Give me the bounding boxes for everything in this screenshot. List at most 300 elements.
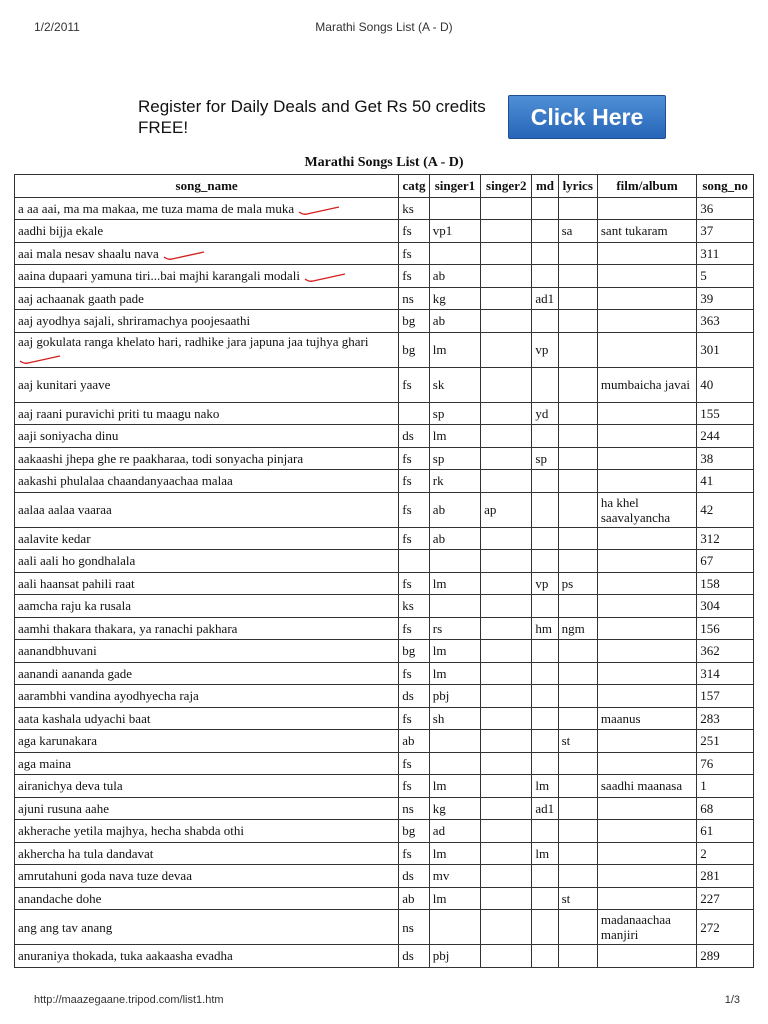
table-cell — [597, 887, 696, 910]
cell-text: aai mala nesav shaalu nava — [18, 245, 159, 261]
list-title: Marathi Songs List (A - D) — [304, 155, 464, 170]
table-cell — [399, 492, 430, 527]
table-cell — [532, 945, 558, 968]
cell-text: sp — [432, 450, 445, 466]
table-cell — [481, 595, 532, 618]
table-cell — [399, 310, 430, 333]
table-cell — [399, 707, 430, 730]
table-cell — [399, 865, 430, 888]
cell-text: fs — [402, 620, 412, 636]
table-row — [15, 752, 754, 775]
cell-text: aaj kunitari yaave — [18, 377, 111, 392]
table-cell — [697, 797, 754, 820]
print-title: Marathi Songs List (A - D) — [315, 20, 453, 34]
table-cell — [429, 685, 480, 708]
table-row — [15, 265, 754, 288]
cell-text: aali haansat pahili raat — [18, 575, 135, 591]
table-cell — [15, 595, 399, 618]
table-cell — [481, 640, 532, 663]
table-cell — [697, 332, 754, 367]
cell-text: amrutahuni goda nava tuze devaa — [18, 868, 192, 884]
table-cell — [558, 265, 597, 288]
cell-text: fs — [402, 377, 412, 392]
table-cell — [399, 820, 430, 843]
table-cell — [399, 242, 430, 265]
cell-text: aaji soniyacha dinu — [18, 428, 119, 444]
table-cell — [697, 367, 754, 402]
table-cell — [697, 842, 754, 865]
cell-text: ab — [432, 268, 446, 284]
table-cell — [481, 367, 532, 402]
table-cell — [597, 492, 696, 527]
table-cell — [597, 775, 696, 798]
table-row — [15, 887, 754, 910]
table-row — [15, 910, 754, 945]
cell-text: aaj gokulata ranga khelato hari, radhike jara japuna jaa tujhya ghari — [18, 334, 369, 350]
table-cell — [558, 447, 597, 470]
table-cell — [558, 797, 597, 820]
table-cell — [399, 662, 430, 685]
cell-text: 42 — [700, 502, 714, 517]
table-row — [15, 367, 754, 402]
cell-text: ab — [432, 530, 446, 546]
table-row — [15, 447, 754, 470]
table-cell — [481, 617, 532, 640]
table-cell — [429, 945, 480, 968]
column-header: singer2 — [481, 175, 532, 198]
cell-text: 158 — [700, 575, 720, 591]
cell-text: ns — [402, 290, 414, 306]
table-cell — [429, 447, 480, 470]
table-cell — [15, 332, 399, 367]
table-row — [15, 945, 754, 968]
table-cell — [481, 220, 532, 243]
page-number: 1/3 — [724, 994, 740, 1006]
table-cell — [697, 287, 754, 310]
table-cell — [481, 685, 532, 708]
cell-text: 304 — [700, 598, 720, 614]
table-cell — [558, 242, 597, 265]
table-cell — [481, 572, 532, 595]
cell-text: ds — [402, 948, 414, 964]
pen-mark-icon — [297, 204, 341, 216]
table-cell — [597, 752, 696, 775]
table-cell — [532, 707, 558, 730]
table-cell — [558, 367, 597, 402]
table-cell — [399, 220, 430, 243]
table-cell — [481, 332, 532, 367]
table-cell — [697, 220, 754, 243]
table-cell — [429, 402, 480, 425]
cell-text: sa — [561, 223, 573, 239]
table-cell — [15, 617, 399, 640]
table-cell — [481, 752, 532, 775]
table-cell — [697, 685, 754, 708]
cell-text: 5 — [700, 268, 707, 284]
cell-text: 61 — [700, 823, 714, 839]
table-cell — [429, 887, 480, 910]
table-cell — [399, 945, 430, 968]
cell-text: 76 — [700, 755, 714, 771]
table-cell — [697, 887, 754, 910]
cell-text: ang ang tav anang — [18, 919, 113, 935]
table-cell — [532, 662, 558, 685]
cell-text: 227 — [700, 890, 720, 906]
table-cell — [429, 197, 480, 220]
table-cell — [532, 617, 558, 640]
table-cell — [558, 887, 597, 910]
cell-text: pbj — [432, 688, 450, 704]
cell-text: aga karunakara — [18, 733, 98, 749]
table-cell — [597, 550, 696, 573]
table-cell — [697, 752, 754, 775]
cell-text: aamcha raju ka rusala — [18, 598, 131, 614]
table-cell — [481, 865, 532, 888]
table-cell — [481, 242, 532, 265]
cell-text: ks — [402, 598, 414, 614]
cell-text: 68 — [700, 800, 714, 816]
pen-mark-icon — [162, 249, 206, 261]
column-header: catg — [399, 175, 430, 198]
cell-text: ns — [402, 919, 414, 935]
table-cell — [429, 492, 480, 527]
table-cell — [532, 265, 558, 288]
cell-text: aakashi phulalaa chaandanyaachaa malaa — [18, 473, 233, 489]
table-cell — [399, 752, 430, 775]
cell-text: aarambhi vandina ayodhyecha raja — [18, 688, 199, 704]
table-cell — [697, 265, 754, 288]
click-here-button[interactable]: Click Here — [508, 95, 666, 139]
table-cell — [15, 402, 399, 425]
table-cell — [15, 730, 399, 753]
cell-text: ab — [432, 502, 446, 517]
table-cell — [481, 402, 532, 425]
table-cell — [399, 527, 430, 550]
table-cell — [429, 470, 480, 493]
table-cell — [399, 402, 430, 425]
table-cell — [532, 527, 558, 550]
cell-text: 272 — [700, 919, 720, 935]
table-cell — [697, 820, 754, 843]
table-cell — [697, 447, 754, 470]
table-cell — [597, 595, 696, 618]
table-cell — [532, 332, 558, 367]
table-cell — [558, 492, 597, 527]
cell-text: lm — [535, 778, 550, 794]
table-cell — [15, 865, 399, 888]
footer-url: http://maazegaane.tripod.com/list1.htm — [34, 994, 224, 1006]
cell-text: st — [561, 733, 571, 749]
cell-text: anandache dohe — [18, 890, 102, 906]
table-cell — [429, 707, 480, 730]
cell-text: aalaa aalaa vaaraa — [18, 502, 112, 517]
cell-text: maanus — [600, 710, 641, 726]
cell-text: ngm — [561, 620, 585, 636]
table-row — [15, 820, 754, 843]
table-cell — [15, 662, 399, 685]
table-cell — [429, 527, 480, 550]
table-cell — [597, 242, 696, 265]
cell-text: fs — [402, 665, 412, 681]
table-cell — [697, 425, 754, 448]
table-cell — [558, 287, 597, 310]
table-cell — [399, 425, 430, 448]
table-cell — [481, 550, 532, 573]
table-cell — [558, 707, 597, 730]
table-row — [15, 572, 754, 595]
cell-text: vp — [535, 342, 549, 357]
table-cell — [15, 310, 399, 333]
table-cell — [558, 662, 597, 685]
table-cell — [532, 447, 558, 470]
table-row — [15, 310, 754, 333]
table-cell — [597, 820, 696, 843]
table-cell — [15, 527, 399, 550]
cell-text: 39 — [700, 290, 714, 306]
cell-text: lm — [432, 428, 447, 444]
table-cell — [597, 527, 696, 550]
table-cell — [697, 197, 754, 220]
column-header: lyrics — [558, 175, 597, 198]
table-cell — [532, 685, 558, 708]
table-cell — [399, 572, 430, 595]
table-cell — [532, 775, 558, 798]
table-cell — [481, 842, 532, 865]
cell-text: ab — [432, 313, 446, 329]
table-cell — [429, 842, 480, 865]
table-cell — [558, 572, 597, 595]
table-cell — [558, 640, 597, 663]
table-cell — [399, 685, 430, 708]
table-cell — [15, 197, 399, 220]
table-cell — [558, 617, 597, 640]
table-cell — [481, 797, 532, 820]
table-cell — [597, 425, 696, 448]
table-cell — [697, 617, 754, 640]
table-row — [15, 640, 754, 663]
table-cell — [399, 265, 430, 288]
table-cell — [15, 887, 399, 910]
table-cell — [597, 447, 696, 470]
cell-text: a aa aai, ma ma makaa, me tuza mama de mala muka — [18, 200, 295, 216]
table-cell — [558, 595, 597, 618]
table-cell — [558, 685, 597, 708]
table-cell — [399, 367, 430, 402]
table-cell — [15, 775, 399, 798]
table-cell — [697, 402, 754, 425]
table-cell — [399, 470, 430, 493]
table-cell — [399, 887, 430, 910]
table-cell — [429, 865, 480, 888]
cell-text: ds — [402, 688, 414, 704]
table-cell — [481, 470, 532, 493]
cell-text: vp1 — [432, 223, 453, 239]
cell-text: fs — [402, 778, 412, 794]
cell-text: ha khel saavalyancha — [600, 494, 671, 525]
table-cell — [15, 220, 399, 243]
cell-text: 244 — [700, 428, 720, 444]
table-cell — [481, 527, 532, 550]
cell-text: aanandi aananda gade — [18, 665, 133, 681]
table-cell — [399, 550, 430, 573]
cell-text: 301 — [700, 342, 720, 357]
cell-text: rs — [432, 620, 443, 636]
table-cell — [558, 220, 597, 243]
cell-text: fs — [402, 268, 412, 284]
cell-text: 1 — [700, 778, 707, 794]
table-cell — [558, 425, 597, 448]
table-cell — [532, 367, 558, 402]
table-row — [15, 730, 754, 753]
table-cell — [481, 265, 532, 288]
cell-text: saadhi maanasa — [600, 778, 683, 794]
table-row — [15, 685, 754, 708]
table-cell — [15, 707, 399, 730]
table-cell — [597, 310, 696, 333]
table-cell — [597, 910, 696, 945]
table-cell — [429, 797, 480, 820]
table-cell — [532, 310, 558, 333]
cell-text: ajuni rusuna aahe — [18, 800, 109, 816]
cell-text: ad1 — [535, 800, 555, 816]
cell-text: lm — [535, 845, 550, 861]
cell-text: 2 — [700, 845, 707, 861]
table-cell — [558, 197, 597, 220]
table-cell — [15, 910, 399, 945]
table-cell — [532, 865, 558, 888]
table-cell — [597, 797, 696, 820]
table-row — [15, 662, 754, 685]
table-cell — [15, 550, 399, 573]
cell-text: lm — [432, 665, 447, 681]
table-cell — [399, 730, 430, 753]
table-cell — [597, 287, 696, 310]
cell-text: ps — [561, 575, 574, 591]
table-cell — [532, 492, 558, 527]
table-cell — [597, 640, 696, 663]
cell-text: fs — [402, 473, 412, 489]
table-cell — [429, 775, 480, 798]
table-cell — [532, 220, 558, 243]
table-cell — [558, 910, 597, 945]
table-cell — [597, 265, 696, 288]
cell-text: fs — [402, 223, 412, 239]
table-row — [15, 550, 754, 573]
table-cell — [697, 945, 754, 968]
table-cell — [532, 402, 558, 425]
table-header-row — [15, 175, 754, 198]
cell-text: fs — [402, 575, 412, 591]
table-row — [15, 842, 754, 865]
cell-text: sp — [432, 405, 445, 421]
table-cell — [481, 730, 532, 753]
cell-text: fs — [402, 245, 412, 261]
cell-text: mumbaicha javai — [600, 377, 691, 392]
cell-text: lm — [432, 890, 447, 906]
cell-text: ns — [402, 800, 414, 816]
cell-text: 156 — [700, 620, 720, 636]
table-cell — [597, 402, 696, 425]
table-cell — [481, 287, 532, 310]
table-cell — [597, 367, 696, 402]
cell-text: 281 — [700, 868, 720, 884]
cell-text: ks — [402, 200, 414, 216]
table-cell — [697, 527, 754, 550]
table-row — [15, 707, 754, 730]
table-cell — [481, 820, 532, 843]
table-row — [15, 287, 754, 310]
table-cell — [429, 640, 480, 663]
cell-text: aanandbhuvani — [18, 643, 97, 659]
table-cell — [481, 707, 532, 730]
table-cell — [697, 242, 754, 265]
table-cell — [697, 910, 754, 945]
table-cell — [429, 617, 480, 640]
cell-text: sp — [535, 450, 547, 466]
table-cell — [429, 287, 480, 310]
cell-text: 289 — [700, 948, 720, 964]
cell-text: 37 — [700, 223, 714, 239]
cell-text: 36 — [700, 200, 714, 216]
table-cell — [697, 492, 754, 527]
table-cell — [532, 910, 558, 945]
table-cell — [532, 470, 558, 493]
table-cell — [399, 775, 430, 798]
table-row — [15, 797, 754, 820]
cell-text: aalavite kedar — [18, 530, 91, 546]
column-header: film/album — [597, 175, 696, 198]
cell-text: sh — [432, 710, 445, 726]
table-cell — [15, 752, 399, 775]
table-cell — [481, 945, 532, 968]
cell-text: lm — [432, 575, 447, 591]
table-cell — [697, 775, 754, 798]
cell-text: mv — [432, 868, 450, 884]
table-cell — [429, 752, 480, 775]
table-cell — [532, 887, 558, 910]
cell-text: kg — [432, 800, 446, 816]
table-cell — [481, 662, 532, 685]
table-cell — [597, 865, 696, 888]
table-cell — [697, 572, 754, 595]
table-cell — [558, 752, 597, 775]
table-cell — [597, 730, 696, 753]
table-cell — [697, 865, 754, 888]
table-cell — [399, 447, 430, 470]
table-cell — [399, 617, 430, 640]
table-row — [15, 425, 754, 448]
cell-text: ad — [432, 823, 446, 839]
cell-text: bg — [402, 342, 416, 357]
table-cell — [697, 662, 754, 685]
cell-text: pbj — [432, 948, 450, 964]
cell-text: 41 — [700, 473, 714, 489]
table-cell — [15, 842, 399, 865]
table-cell — [15, 492, 399, 527]
cell-text: 155 — [700, 405, 720, 421]
table-cell — [399, 797, 430, 820]
table-cell — [597, 470, 696, 493]
table-cell — [558, 945, 597, 968]
table-row — [15, 617, 754, 640]
table-cell — [532, 197, 558, 220]
table-row — [15, 527, 754, 550]
table-cell — [532, 425, 558, 448]
cell-text: aaj achaanak gaath pade — [18, 290, 144, 306]
table-cell — [532, 842, 558, 865]
table-cell — [429, 820, 480, 843]
table-cell — [481, 425, 532, 448]
